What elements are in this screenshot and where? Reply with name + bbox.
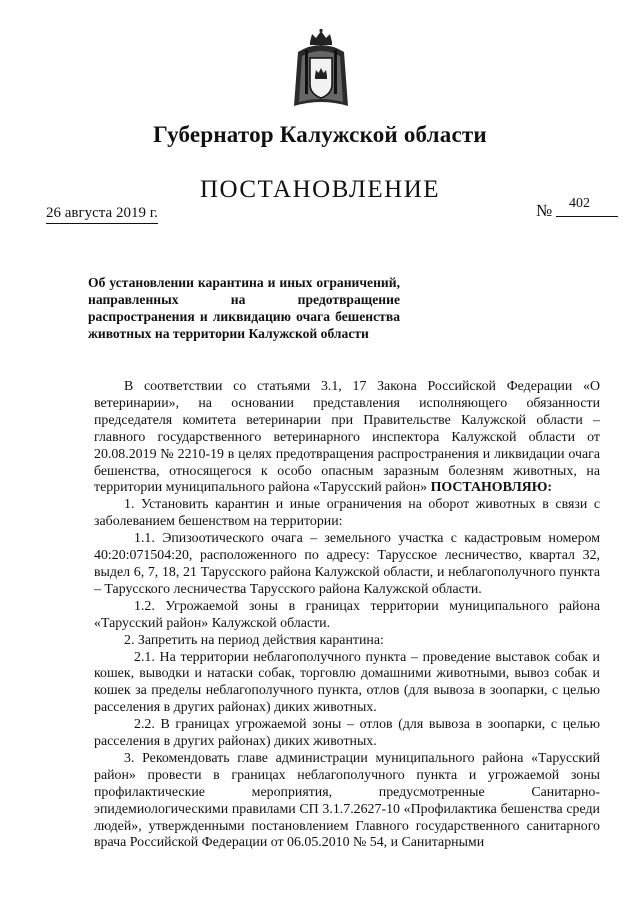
paragraph-2-2: 2.2. В границах угрожаемой зоны – отлов (для вывоза в зоопарки, с целью расселения в других районах) диких животных. bbox=[94, 717, 600, 750]
intro-text: В соответствии со статьями 3.1, 17 Закона Российской Федерации «О ветеринарии», на основании представления исполняющего обязанности председателя комитета ветеринарии при Правительстве Калужской области – главного государственного ветеринарного инспектора Калужской области от 20.08.2019 № 2210-19 в целях предотвращения распространения и ликвидации очага бешенства, относящегося к особо опасным заразным болезням животных, на территории муниципального района «Тарусский район» bbox=[94, 379, 600, 496]
intro-paragraph bbox=[94, 379, 600, 497]
coat-of-arms-icon bbox=[290, 28, 352, 110]
document-type-title: ПОСТАНОВЛЕНИЕ bbox=[199, 176, 441, 203]
document-date: 26 августа 2019 г. bbox=[46, 205, 158, 224]
paragraph-3: 3. Рекомендовать главе администрации муниципального района «Тарусский район» провести в границах неблагополучного пункта и угрожаемой зоны профилактические мероприятия, предусмотренные Санитарно-эпидемиологическими правилами СП 3.1.7.2627-10 «Профилактика бешенства среди людей», утвержденными постановлением Главного государственного санитарного врача Российской Федерации от 06.05.2010 № 54, и Санитарными bbox=[94, 750, 600, 851]
issuing-authority: Губернатор Калужской области bbox=[153, 122, 487, 147]
paragraph-1-2: 1.2. Угрожаемой зоны в границах территории муниципального района «Тарусский район» Калужской области. bbox=[94, 598, 600, 631]
document-number-underline bbox=[556, 216, 618, 217]
document-number: 402 bbox=[569, 196, 590, 211]
paragraph-1: 1. Установить карантин и иные ограничения на оборот животных в связи с заболеванием бешенством на территории: bbox=[94, 497, 600, 530]
paragraph-2: 2. Запретить на период действия карантина: bbox=[124, 632, 384, 648]
paragraph-1-1: 1.1. Эпизоотического очага – земельного участка с кадастровым номером 40:20:071504:20, расположенного по адресу: Тарусское лесничество, квартал 32, выдел 6, 7, 18, 21 Тарусского района Калужской области, и неблагополучного пункта – Тарусского лесничества Тарусского района Калужской области. bbox=[94, 531, 600, 597]
document-body bbox=[94, 379, 600, 852]
document-number-label: № bbox=[536, 201, 553, 220]
paragraph-2-1: 2.1. На территории неблагополучного пункта – проведение выставок собак и кошек, выводки и натаски собак, торговлю домашними животными, вывоз собак и кошек за пределы неблагополучного пункта, отлов (для вывоза в зоопарки, с целью расселения в других районах) диких животных. bbox=[94, 649, 600, 716]
decree-word: ПОСТАНОВЛЯЮ: bbox=[430, 480, 552, 496]
document-subject: Об установлении карантина и иных ограничений, направленных на предотвращение распространения и ликвидацию очага бешенства животных на территории Калужской области bbox=[88, 275, 400, 341]
